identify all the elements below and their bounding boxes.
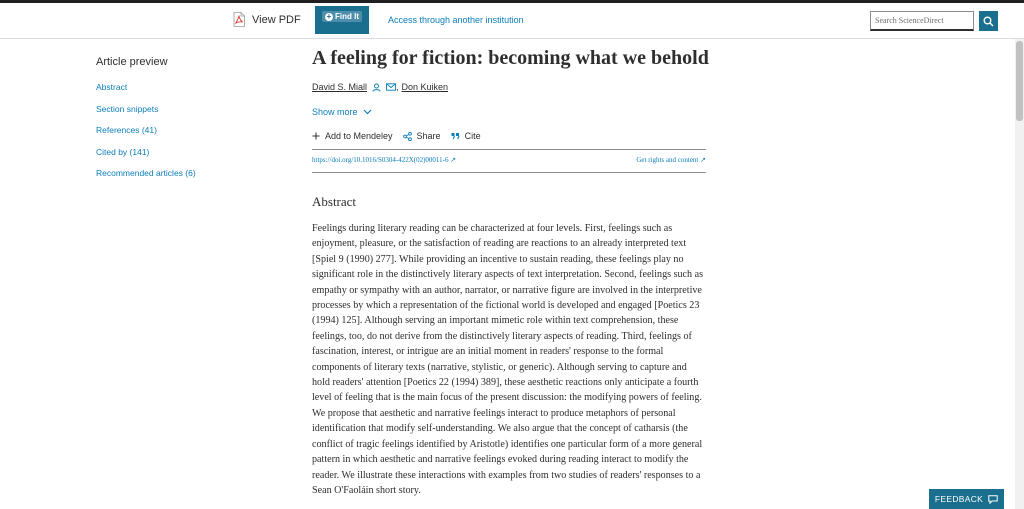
plus-icon: + — [326, 11, 332, 21]
author-separator: , — [396, 82, 399, 92]
share-icon — [403, 132, 412, 141]
person-icon[interactable] — [372, 83, 381, 92]
view-pdf-button[interactable] — [233, 12, 301, 27]
search-icon — [983, 16, 994, 27]
access-institution-link[interactable]: Access through another institution — [388, 15, 524, 25]
article-main — [312, 44, 709, 496]
find-it-label: Find It — [335, 12, 359, 21]
chevron-down-icon — [363, 109, 372, 115]
find-it-button[interactable] — [315, 6, 369, 34]
cite-label: Cite — [464, 131, 481, 141]
search-button[interactable] — [979, 11, 998, 31]
share-label: Share — [416, 131, 441, 141]
author-list — [312, 82, 448, 92]
show-more-label: Show more — [312, 107, 358, 117]
external-link-icon: ↗ — [450, 156, 457, 164]
abstract-heading: Abstract — [312, 194, 357, 209]
speech-bubble-icon — [988, 495, 998, 504]
abstract-text: Feelings during literary reading can be characterized at four levels. First, feelings such as enjoyment, pleasure, or the satisfaction of reading are reactions to an already interpreted text [Spiel 9 (1990) 277]. While providing an incentive to sustain reading, these feelings play no significant role in the distinctively literary aspects of text interpretation. Second, feelings such as empathy or sympathy with an author, narrator, or narrative figure are involved in the interpretive processes by which a representation of the fictional world is developed and engaged [Poetics 23 (1994) 125]. Although serving an important mimetic role within text comprehension, these feelings, too, do not derive from the distinctively literary aspects of reading. Third, feelings of fascination, interest, or intrigue are an initial moment in readers' response to the formal components of literary texts (narrative, stylistic, or generic). Although serving to capture and hold readers' attention [Poetics 22 (1994) 389], these aesthetic reactions only anticipate a fourth level of feeling that is the main focus of the present discussion: the modifying powers of feeling. We propose that aesthetic and narrative feelings interact to produce metaphors of personal identification that modify self-understanding. We also argue that the concept of catharsis (the conflict of tragic feelings identified by Aristotle) identifies one particular form of a more general pattern in which aesthetic and narrative feelings evoked during reading interact to modify the reader. We illustrate these interactions with examples from two studies of readers' responses to a Sean O'Faoláin short story. — [312, 223, 704, 496]
scrollbar-thumb[interactable] — [1016, 41, 1023, 121]
feedback-button[interactable] — [929, 489, 1004, 509]
author-link[interactable]: Don Kuiken — [401, 82, 449, 92]
cite-button[interactable] — [451, 131, 481, 141]
mendeley-label: Add to Mendeley — [325, 131, 393, 141]
sidebar-title: Article preview — [96, 56, 168, 68]
sidebar-item-cited-by[interactable]: Cited by (141) — [96, 146, 150, 157]
get-rights-link[interactable] — [636, 156, 706, 164]
doi-link[interactable] — [312, 156, 456, 164]
envelope-icon[interactable] — [386, 83, 396, 91]
sidebar-item-abstract[interactable]: Abstract — [96, 82, 128, 92]
find-it-badge — [322, 11, 362, 22]
article-title: A feeling for fiction: becoming what we behold — [312, 47, 709, 69]
external-link-icon: ↗ — [700, 156, 706, 164]
sidebar-item-recommended[interactable]: Recommended articles (6) — [96, 168, 196, 179]
pdf-icon — [233, 12, 245, 27]
doi-bar — [312, 149, 706, 173]
feedback-label: FEEDBACK — [934, 494, 984, 504]
quote-icon — [451, 132, 460, 140]
view-pdf-label: View PDF — [252, 13, 301, 26]
doi-text: https://doi.org/10.1016/S0304-422X(02)00011-6 — [312, 156, 449, 164]
sidebar-item-references[interactable]: References (41) — [96, 125, 157, 136]
search-input[interactable] — [870, 11, 974, 31]
article-preview-sidebar — [96, 56, 196, 190]
author-link[interactable]: David S. Miall — [312, 82, 368, 92]
sidebar-item-section-snippets[interactable]: Section snippets — [96, 103, 159, 114]
add-to-mendeley-button[interactable] — [312, 131, 393, 141]
scrollbar[interactable] — [1015, 39, 1024, 509]
show-more-button[interactable] — [312, 107, 372, 117]
rights-text: Get rights and content — [636, 156, 699, 164]
header-bar — [0, 3, 1024, 39]
plus-icon — [312, 132, 320, 140]
article-actions — [312, 131, 491, 141]
share-button[interactable] — [403, 131, 441, 141]
